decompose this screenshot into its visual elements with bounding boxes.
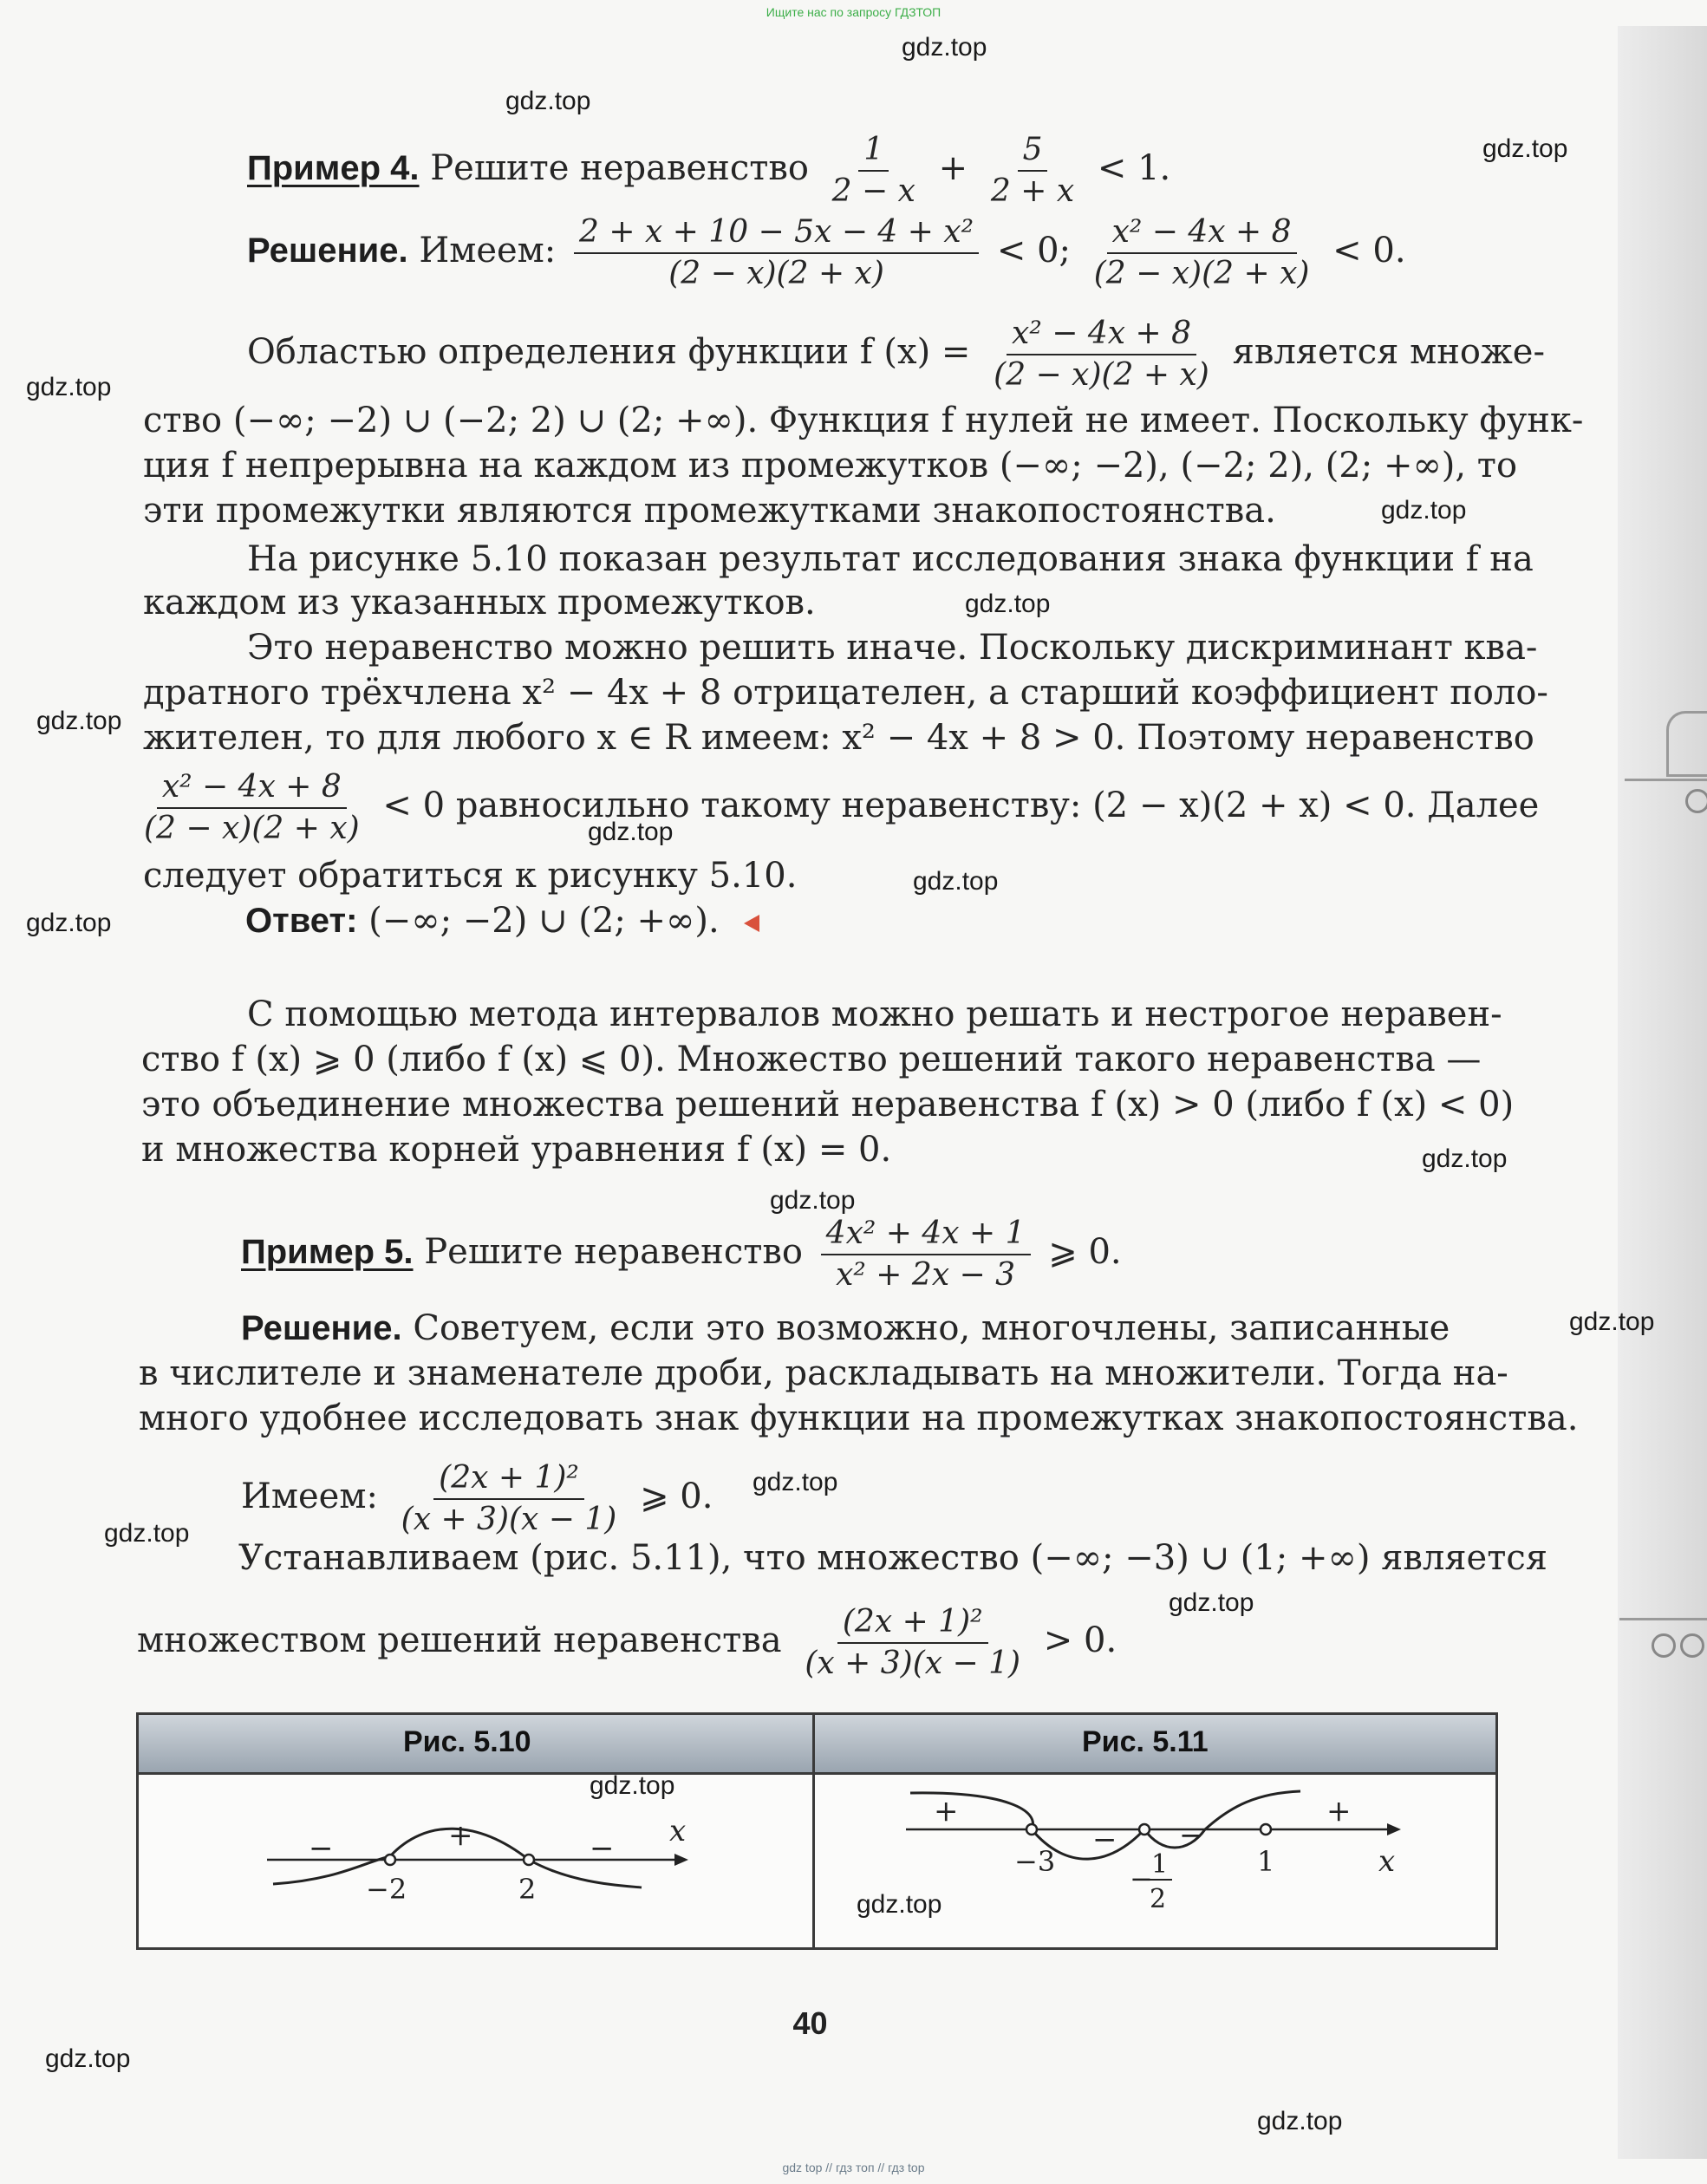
fig511-sign-2: − — [1092, 1822, 1117, 1857]
para4-line1: С помощью метода интервалов можно решать и нестрогое неравен- — [247, 994, 1502, 1034]
fig511-axis-label: x — [1378, 1844, 1396, 1879]
solution5-have: Имеем: $\frac{\text{(2x + 1)²}}{(x + 3)(x - 1)}$ ⩾ 0. — [241, 1458, 713, 1540]
watermark: gdz.top — [965, 590, 1051, 618]
example5-label: Пример 5. — [241, 1233, 414, 1271]
watermark: gdz.top — [770, 1186, 856, 1215]
solution5-frac1: $\frac{\text{(2x + 1)²}}{(x + 3)(x - 1)}$ — [401, 1460, 617, 1537]
watermark: gdz.top — [1422, 1144, 1508, 1173]
watermark: gdz.top — [26, 373, 112, 401]
fig511-point-neg-half — [1139, 1824, 1150, 1835]
solution4-frac1: $\frac{\text{2 + x + 10 − 5x − 4 + x²}}{(2 - x)(2 + x)}$ — [574, 212, 979, 294]
fig511-arrow-icon — [1387, 1823, 1401, 1835]
fig511-sign-1: + — [934, 1794, 959, 1829]
para3-line4: $\frac{\text{x² − 4x + 8}}{(2 - x)(2 + x)}$ < 0 равносильно такому неравенству: (2 − x)(2 + x) < 0. Далее — [139, 767, 1539, 849]
para2-line1: На рисунке 5.10 показан результат исследования знака функции f на — [247, 539, 1534, 579]
solution4-line: Решение. Имеем: $\frac{\text{2 + x + 10 − 5x − 4 + x²}}{(2 - x)(2 + x)}$ < 0; $\frac{\text{x² − 4x + 8}}{(2 - x)(2 + x)}$ < 0. — [247, 212, 1406, 294]
para4-line3: это объединение множества решений неравенства f (x) > 0 (либо f (x) < 0) — [141, 1085, 1515, 1125]
edge-line — [1625, 779, 1707, 781]
page-edge — [1618, 26, 1707, 2159]
bottom-note: gdz top // гдз топ // гдз top — [782, 2161, 925, 2174]
para4-line4: и множества корней уравнения f (x) = 0. — [141, 1130, 892, 1170]
fig510-sign-mid: + — [448, 1818, 473, 1853]
watermark: gdz.top — [857, 1890, 942, 1919]
para1-line3: ция f непрерывна на каждом из промежутков (−∞; −2), (−2; 2), (2; +∞), то — [143, 446, 1518, 486]
watermark: gdz.top — [45, 2044, 131, 2073]
edge-tab — [1666, 711, 1707, 777]
example4-frac2: $\frac{5}{2 + x}$ — [990, 132, 1075, 209]
para1-line4: эти промежутки являются промежутками знакопостоянства. — [143, 491, 1276, 531]
answer4-label: Ответ: — [245, 902, 358, 940]
solution5-frac2: $\frac{\text{(2x + 1)²}}{(x + 3)(x - 1)}$ — [805, 1604, 1021, 1681]
watermark: gdz.top — [1482, 134, 1568, 163]
solution5-line1: Решение. Советуем, если это возможно, многочлены, записанные — [241, 1308, 1450, 1348]
edge-ring — [1685, 789, 1707, 813]
edge-ring — [1680, 1633, 1704, 1658]
end-marker-icon — [744, 915, 759, 932]
fig511-sign-4: + — [1326, 1794, 1352, 1829]
watermark: gdz.top — [26, 909, 112, 937]
watermark: gdz.top — [1169, 1588, 1254, 1617]
para3-line5: следует обратиться к рисунку 5.10. — [143, 856, 798, 896]
watermark: gdz.top — [590, 1771, 675, 1800]
solution4-frac2: $\frac{\text{x² − 4x + 8}}{(2 - x)(2 + x)}$ — [1093, 214, 1310, 291]
solution4-label: Решение. — [247, 231, 408, 270]
watermark: gdz.top — [902, 33, 987, 62]
page-number: 40 — [792, 2005, 828, 2041]
fig511-point-1 — [1261, 1824, 1271, 1835]
fig510-point-neg2 — [385, 1855, 395, 1865]
figure-panel — [136, 1712, 1498, 1950]
example4-line: Пример 4. Решите неравенство $\frac{1}{2 - x}$ + $\frac{5}{2 + x}$ < 1. — [247, 130, 1170, 212]
para3-line3: жителен, то для любого x ∈ R имеем: x² − 4x + 8 > 0. Поэтому неравенство — [143, 718, 1534, 758]
para1-line2: ство (−∞; −2) ∪ (−2; 2) ∪ (2; +∞). Функция f нулей не имеет. Поскольку функ- — [143, 401, 1584, 440]
example5-frac: $\frac{\text{4x² + 4x + 1}}{\text{x² + 2x − 3}}$ — [821, 1214, 1031, 1295]
watermark: gdz.top — [753, 1468, 838, 1496]
fig511-half-num: 1 — [1151, 1849, 1169, 1880]
fig511-graph — [906, 1791, 1401, 1914]
watermark: gdz.top — [36, 707, 122, 735]
solution5-line2: в числителе и знаменателе дроби, раскладывать на множители. Тогда на- — [139, 1353, 1508, 1393]
para3-line1: Это неравенство можно решить иначе. Поскольку дискриминант ква- — [247, 628, 1538, 668]
edge-line — [1619, 1618, 1707, 1620]
para2-line2: каждом из указанных промежутков. — [143, 583, 816, 623]
example4-label: Пример 4. — [247, 149, 420, 187]
top-note: Ищите нас по запросу ГДЗТОП — [766, 5, 941, 19]
example4-frac1: $\frac{1}{2 - x}$ — [831, 132, 915, 209]
fig511-label-minus: − — [1130, 1862, 1153, 1895]
solution5-line4: Устанавливаем (рис. 5.11), что множество (−∞; −3) ∪ (1; +∞) является — [238, 1538, 1547, 1578]
fig511-point-neg3 — [1026, 1824, 1037, 1835]
watermark: gdz.top — [1257, 2107, 1343, 2135]
fig511-sign-3: − — [1179, 1818, 1204, 1853]
watermark: gdz.top — [588, 818, 674, 846]
fig510-label-2: 2 — [518, 1873, 537, 1906]
solution5-line3: много удобнее исследовать знак функции на промежутках знакопостоянства. — [139, 1398, 1579, 1438]
example5-line: Пример 5. Решите неравенство $\frac{\text{4x² + 4x + 1}}{\text{x² + 2x − 3}}$ ⩾ 0. — [241, 1214, 1122, 1295]
para3-frac: $\frac{\text{x² − 4x + 8}}{(2 - x)(2 + x)}$ — [144, 769, 360, 846]
edge-ring — [1652, 1633, 1676, 1658]
answer4-line: Ответ: (−∞; −2) ∪ (2; +∞). — [245, 899, 759, 942]
solution5-label: Решение. — [241, 1309, 402, 1347]
para1-frac: $\frac{\text{x² − 4x + 8}}{(2 - x)(2 + x)}$ — [994, 316, 1209, 393]
fig510-sign-left: − — [309, 1831, 334, 1866]
watermark: gdz.top — [505, 87, 591, 115]
watermark: gdz.top — [104, 1519, 190, 1548]
solution5-line5: множеством решений неравенства $\frac{\text{(2x + 1)²}}{(x + 3)(x - 1)}$ > 0. — [137, 1602, 1117, 1684]
fig511-half-den: 2 — [1150, 1884, 1167, 1914]
fig510-title: Рис. 5.10 — [403, 1725, 531, 1758]
fig511-label-1: 1 — [1257, 1845, 1275, 1878]
example4-text: Решите неравенство — [430, 148, 809, 188]
fig510-graph — [267, 1814, 688, 1906]
fig510-arrow-icon — [674, 1854, 688, 1866]
para4-line2: ство f (x) ⩾ 0 (либо f (x) ⩽ 0). Множество решений такого неравенства — — [141, 1040, 1482, 1079]
fig511-title: Рис. 5.11 — [1082, 1725, 1209, 1758]
watermark: gdz.top — [1381, 496, 1467, 525]
fig511-label-neg3: −3 — [1014, 1845, 1056, 1878]
watermark: gdz.top — [913, 867, 999, 896]
fig510-label-neg2: −2 — [366, 1873, 407, 1906]
fig510-sign-right: − — [590, 1831, 615, 1866]
para3-line2: дратного трёхчлена x² − 4x + 8 отрицателен, а старший коэффициент поло- — [143, 673, 1548, 713]
figure-graphs — [139, 1715, 1495, 1947]
fig510-axis-label: x — [669, 1814, 687, 1848]
watermark: gdz.top — [1569, 1307, 1655, 1336]
para1-line1: Областью определения функции f (x) = $\frac{\text{x² − 4x + 8}}{(2 - x)(2 + x)}$ является множе- — [247, 314, 1545, 395]
fig510-point-2 — [524, 1855, 534, 1865]
